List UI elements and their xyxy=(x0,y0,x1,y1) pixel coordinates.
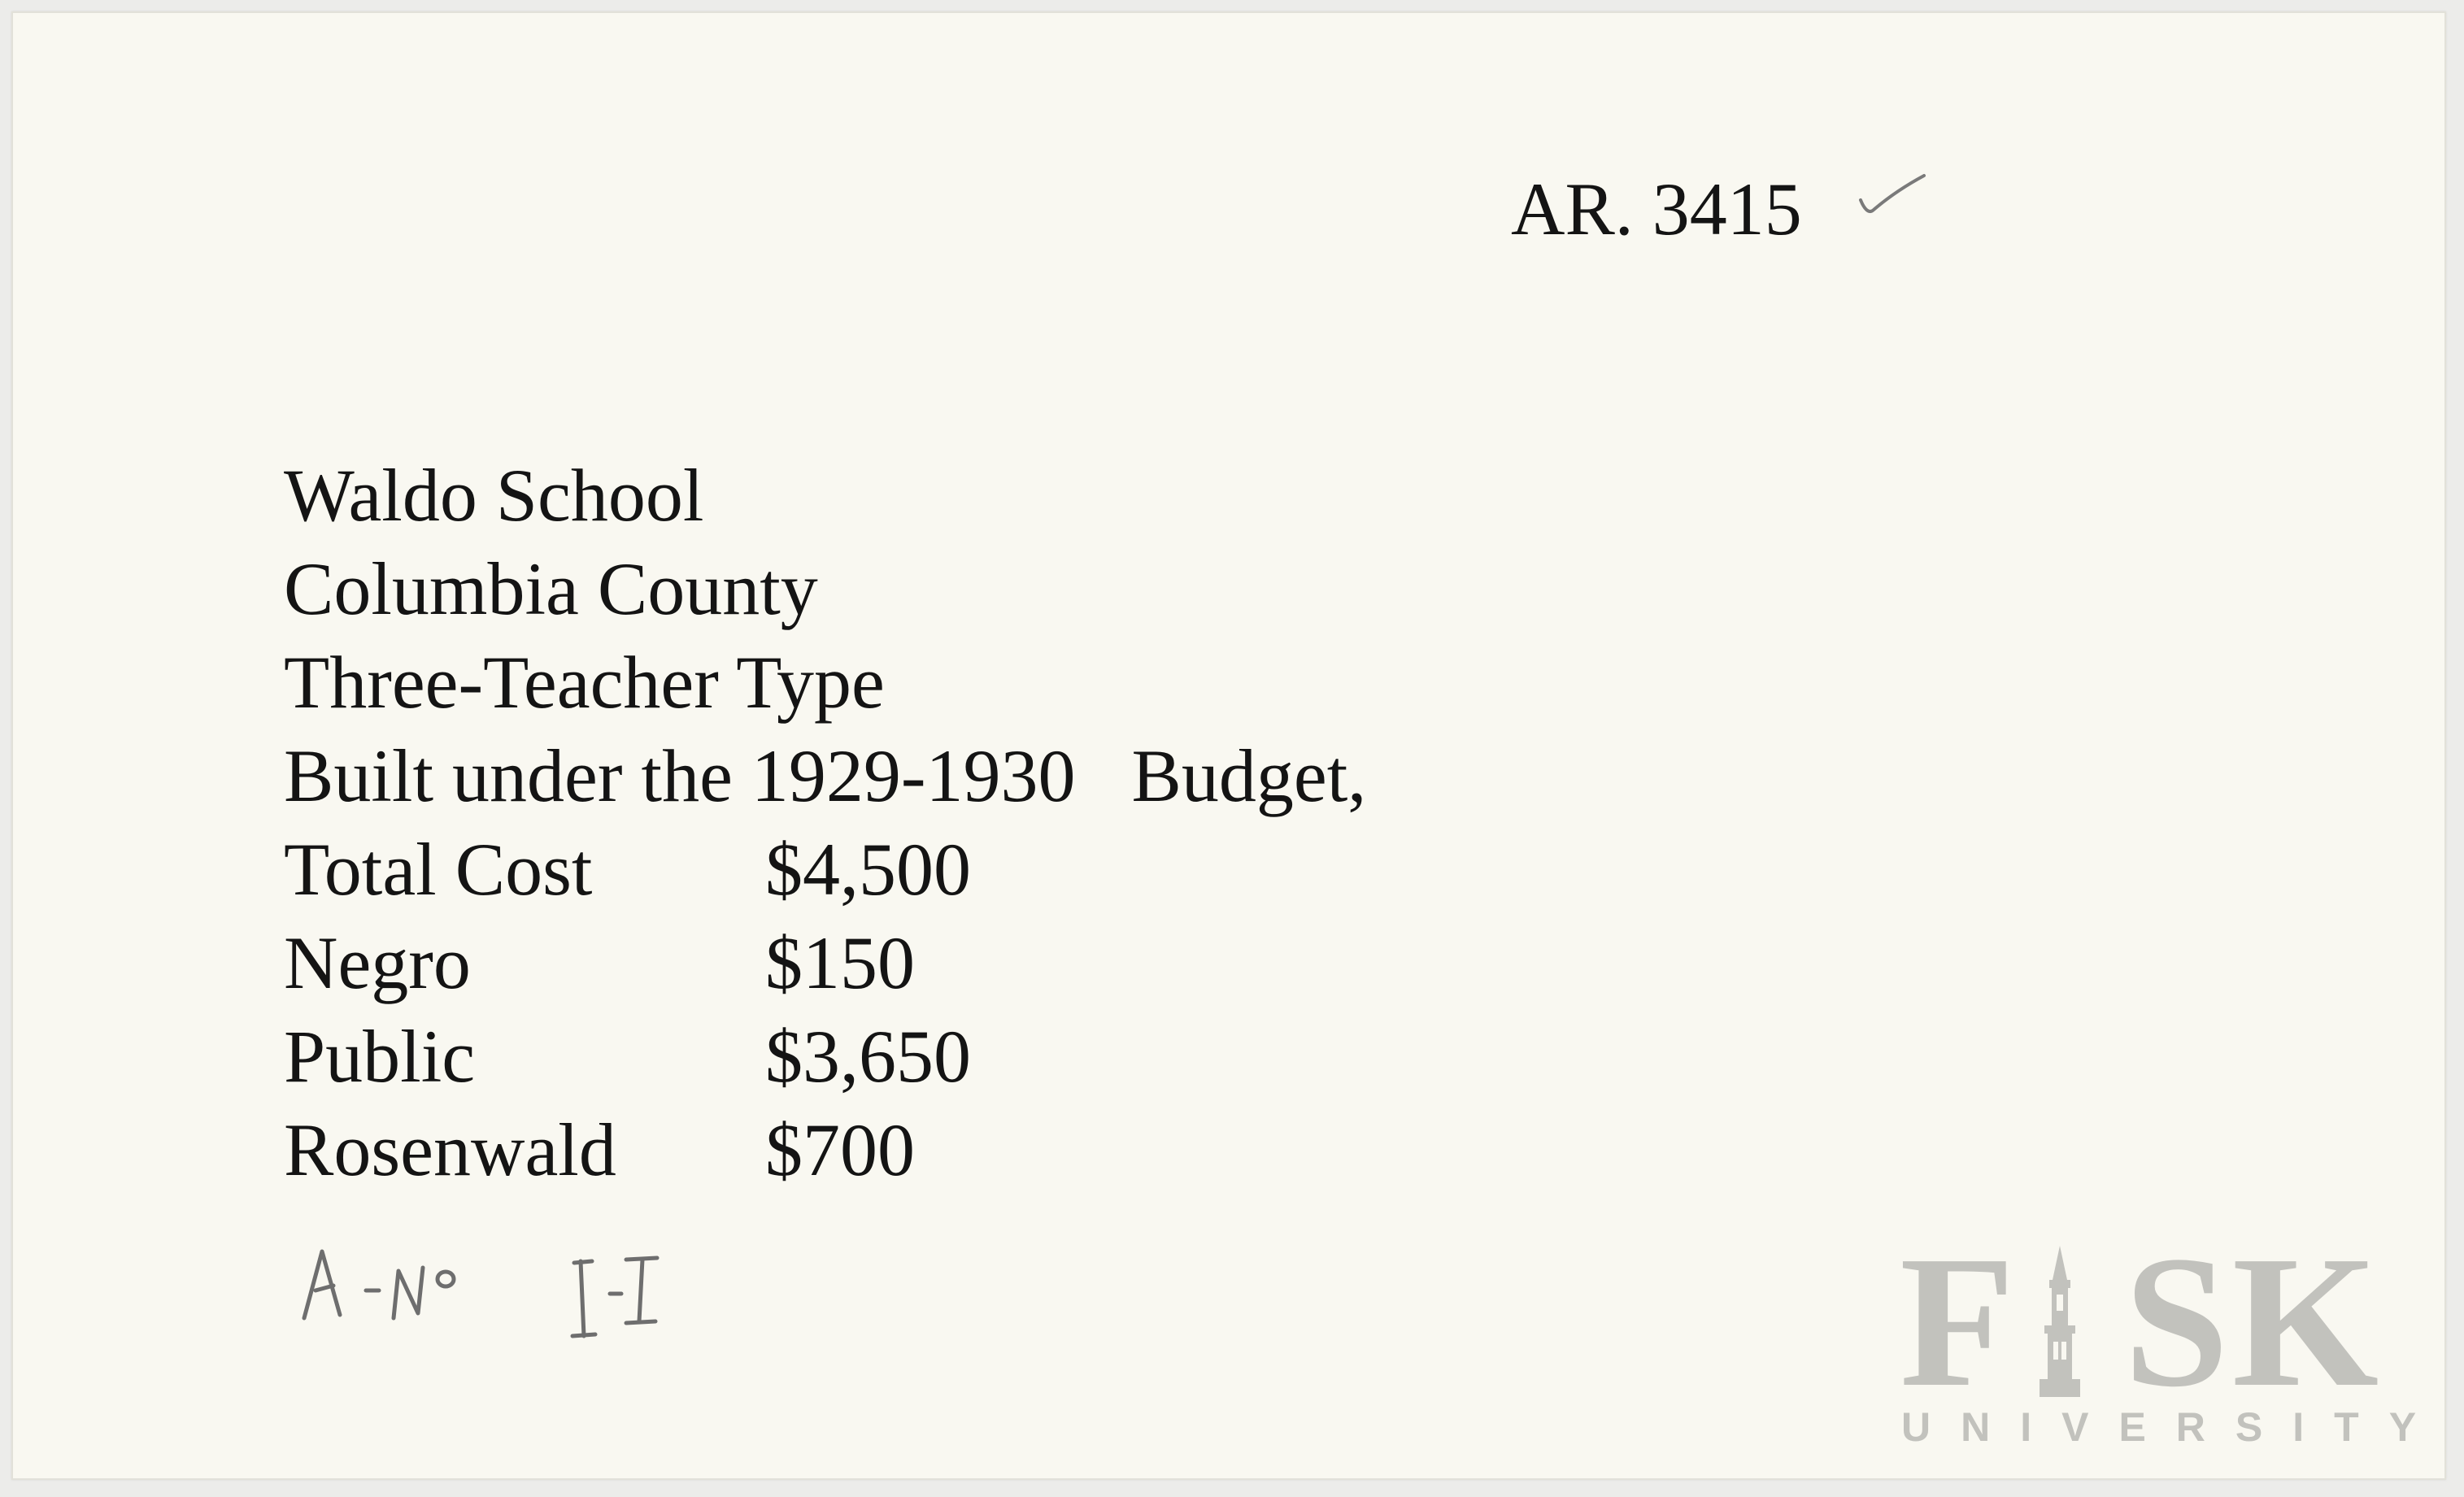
cost-label: Negro xyxy=(284,921,471,1004)
cost-label: Total Cost xyxy=(284,828,593,911)
cost-label: Public xyxy=(284,1015,476,1098)
budget-line: Built under the 1929-1930 Budget, xyxy=(284,734,1367,817)
handwritten-note xyxy=(298,1237,720,1367)
school-name: Waldo School xyxy=(284,454,704,537)
index-card xyxy=(11,11,2446,1480)
cost-amount: $150 xyxy=(765,921,915,1004)
fisk-university-logo xyxy=(1900,1217,2447,1450)
cost-row xyxy=(284,826,971,912)
cost-amount: $3,650 xyxy=(765,1015,971,1098)
logo-wordmark xyxy=(1900,1217,2383,1426)
logo-name: F SK xyxy=(1900,1217,2383,1426)
cost-row xyxy=(284,1107,915,1193)
tower-icon xyxy=(2031,1241,2088,1403)
checkmark-icon xyxy=(1856,172,1929,221)
county-name: Columbia County xyxy=(284,547,818,630)
cost-label: Rosenwald xyxy=(284,1108,616,1191)
cost-row xyxy=(284,920,915,1006)
cost-amount: $4,500 xyxy=(765,828,971,911)
cost-amount: $700 xyxy=(765,1108,915,1191)
logo-subtitle: UNIVERSITY xyxy=(1901,1404,2447,1450)
cost-row xyxy=(284,1013,971,1099)
accession-number: AR. 3415 xyxy=(1511,168,1802,250)
school-type: Three-Teacher Type xyxy=(284,641,885,724)
